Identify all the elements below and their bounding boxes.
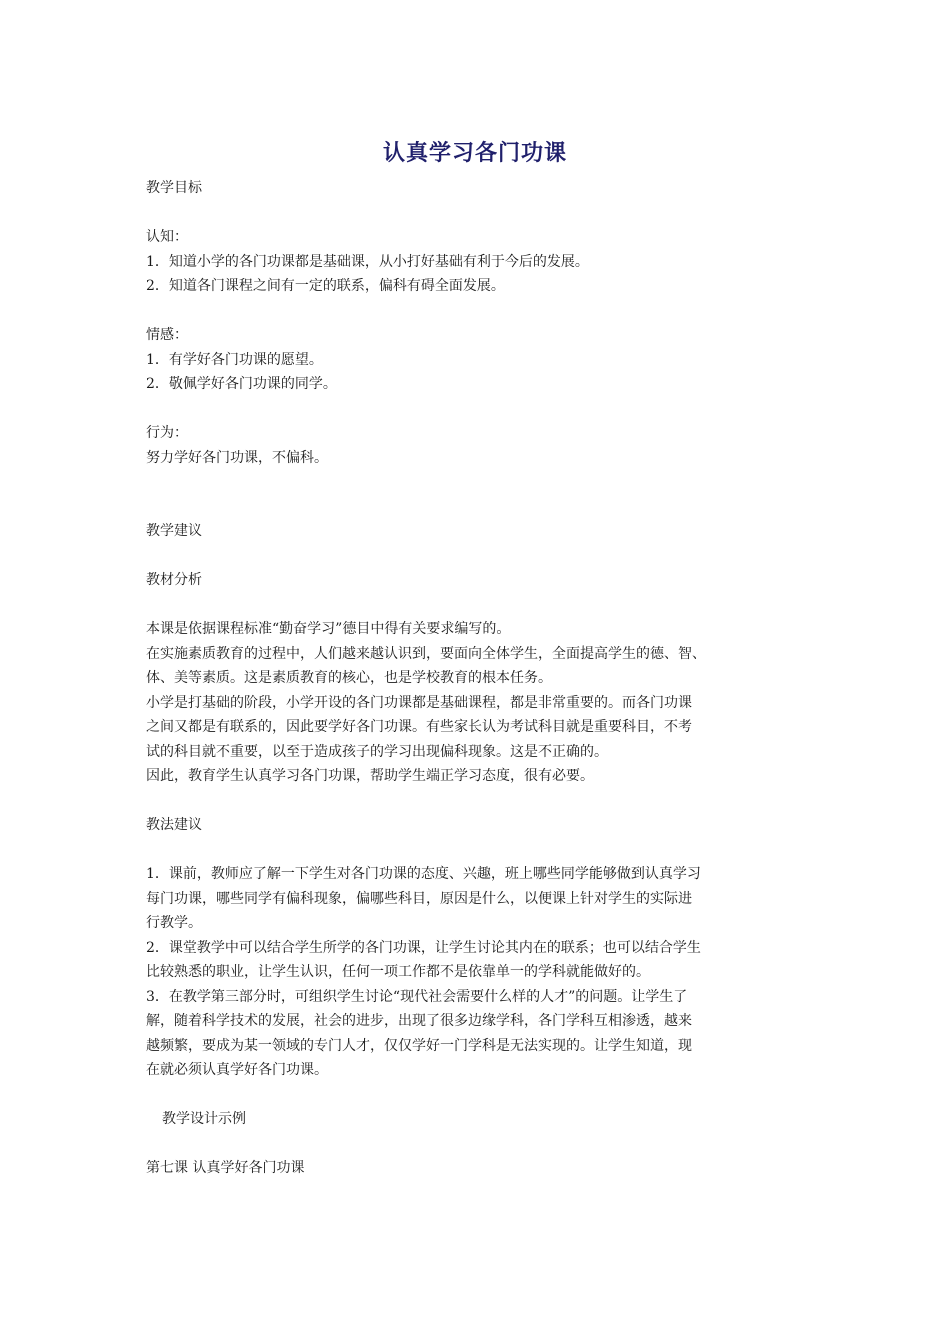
section-heading-design: 教学设计示例 (162, 1111, 246, 1127)
section-heading-suggestions: 教学建议 (146, 523, 202, 539)
cognition-heading: 认知： (146, 229, 188, 245)
cognition-item-2: 2．知道各门课程之间有一定的联系，偏科有碍全面发展。 (146, 278, 505, 294)
document-title: 认真学习各门功课 (382, 141, 567, 166)
emotion-item-1: 1．有学好各门功课的愿望。 (146, 351, 323, 368)
analysis-line-4: 小学是打基础的阶段，小学开设的各门功课都是基础课程，都是非常重要的。而各门功课 (146, 694, 692, 711)
analysis-line-7: 因此，教育学生认真学习各门功课，帮助学生端正学习态度，很有必要。 (146, 768, 594, 784)
method-line-8: 越频繁，要成为某一领域的专门人才，仅仅学好一门学科是无法实现的。让学生知道，现 (146, 1037, 692, 1054)
section-heading-goals: 教学目标 (146, 180, 202, 196)
method-line-3: 行教学。 (146, 915, 202, 931)
analysis-line-3: 体、美等素质。这是素质教育的核心，也是学校教育的根本任务。 (146, 670, 552, 686)
method-line-4: 2．课堂教学中可以结合学生所学的各门功课，让学生讨论其内在的联系；也可以结合学生 (146, 939, 701, 956)
method-line-6: 3．在教学第三部分时，可组织学生讨论“现代社会需要什么样的人才”的问题。让学生了 (146, 988, 688, 1005)
cognition-item-1: 1．知道小学的各门功课都是基础课，从小打好基础有利于今后的发展。 (146, 253, 589, 270)
method-line-5: 比较熟悉的职业，让学生认识，任何一项工作都不是依靠单一的学科就能做好的。 (146, 964, 650, 980)
analysis-line-2: 在实施素质教育的过程中，人们越来越认识到，要面向全体学生，全面提高学生的德、智、 (146, 645, 706, 662)
analysis-heading: 教材分析 (146, 572, 202, 588)
method-line-7: 解，随着科学技术的发展，社会的进步，出现了很多边缘学科，各门学科互相渗透，越来 (146, 1013, 692, 1029)
method-line-2: 每门功课，哪些同学有偏科现象，偏哪些科目，原因是什么，以便课上针对学生的实际进 (146, 890, 692, 907)
analysis-line-5: 之间又都是有联系的，因此要学好各门功课。有些家长认为考试科目就是重要科目，不考 (146, 719, 692, 735)
method-heading: 教法建议 (146, 817, 202, 833)
behavior-item-1: 努力学好各门功课，不偏科。 (146, 449, 328, 466)
document-body (146, 176, 810, 1181)
method-line-1: 1．课前，教师应了解一下学生对各门功课的态度、兴趣，班上哪些同学能够做到认真学习 (146, 866, 701, 882)
analysis-line-6: 试的科目就不重要，以至于造成孩子的学习出现偏科现象。这是不正确的。 (146, 743, 608, 760)
emotion-item-2: 2．敬佩学好各门功课的同学。 (146, 376, 337, 392)
lesson-title: 第七课 认真学好各门功课 (146, 1160, 305, 1176)
analysis-line-1: 本课是依据课程标准“勤奋学习”德目中得有关要求编写的。 (146, 621, 511, 637)
emotion-heading: 情感： (146, 327, 188, 343)
behavior-heading: 行为： (146, 425, 188, 441)
method-line-9: 在就必须认真学好各门功课。 (146, 1062, 328, 1078)
